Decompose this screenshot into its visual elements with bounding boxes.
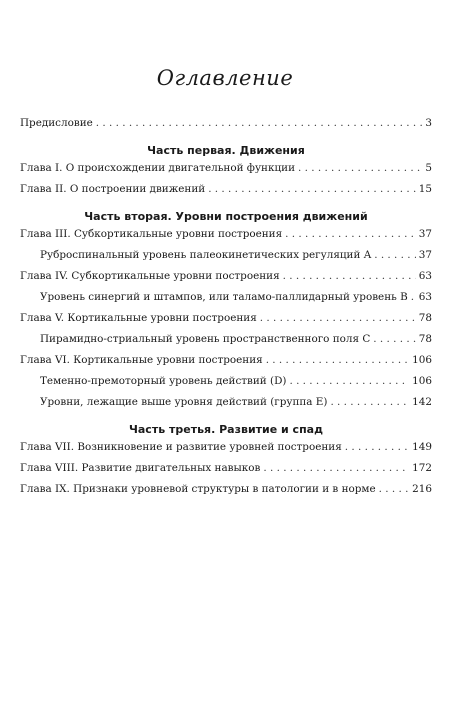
toc-entry-label: Глава IX. Признаки уровневой структуры в патологии и в норме — [20, 483, 376, 495]
toc-leader-dots — [96, 116, 423, 130]
toc-entry-label: Глава VIII. Развитие двигательных навыков — [20, 462, 261, 474]
toc-entry-label: Предисловие — [20, 117, 93, 129]
toc-entry-page: 37 — [418, 249, 432, 261]
toc-entry-page: 172 — [412, 462, 432, 474]
toc-entry-page: 15 — [418, 183, 432, 195]
toc-leader-dots — [379, 482, 410, 496]
toc-entry[interactable] — [20, 182, 432, 203]
toc-entry[interactable] — [20, 482, 432, 503]
toc-leader-dots — [283, 269, 416, 283]
toc-entry-label: Пирамидно-стриальный уровень пространственного поля C — [40, 333, 371, 345]
toc-entry[interactable] — [20, 461, 432, 482]
toc-entry-page: 78 — [418, 312, 432, 324]
toc-subentry[interactable] — [20, 332, 432, 353]
toc-leader-dots — [345, 440, 409, 454]
toc-subentry[interactable] — [20, 395, 432, 416]
toc-entry-page: 5 — [425, 162, 432, 174]
toc-entry[interactable] — [20, 311, 432, 332]
toc-entry-page: 63 — [418, 291, 432, 303]
toc-entry-page: 216 — [412, 483, 432, 495]
toc-subentry[interactable] — [20, 290, 432, 311]
toc-entry-page: 106 — [412, 375, 432, 387]
page-title: Оглавление — [156, 66, 294, 90]
toc-entry-label: Глава V. Кортикальные уровни построения — [20, 312, 257, 324]
toc-entry[interactable] — [20, 161, 432, 182]
toc-entry-label: Глава III. Субкортикальные уровни построения — [20, 228, 283, 240]
part-title: Часть первая. Движения — [147, 144, 305, 157]
part-title: Часть третья. Развитие и спад — [129, 423, 323, 436]
toc-entry[interactable] — [20, 440, 432, 461]
toc-entry-label: Глава VI. Кортикальные уровни построения — [20, 354, 263, 366]
toc-entry-label: Теменно-премоторный уровень действий (D) — [40, 375, 287, 387]
table-of-contents — [20, 116, 432, 503]
toc-leader-dots — [330, 395, 409, 409]
toc-leader-dots — [285, 227, 416, 241]
toc-entry-page: 149 — [412, 441, 432, 453]
toc-entry[interactable] — [20, 269, 432, 290]
toc-entry-label: Глава IV. Субкортикальные уровни построения — [20, 270, 280, 282]
toc-leader-dots — [298, 161, 422, 175]
toc-leader-dots — [266, 353, 409, 367]
toc-entry-page: 142 — [412, 396, 432, 408]
toc-entry[interactable] — [20, 353, 432, 374]
toc-entry-label: Уровень синергий и штампов, или таламо-паллидарный уровень B — [40, 291, 408, 303]
toc-entry-label: Уровни, лежащие выше уровня действий (группа E) — [40, 396, 328, 408]
toc-subentry[interactable] — [20, 374, 432, 395]
toc-entry-label: Глава II. О построении движений — [20, 183, 206, 195]
toc-entry-page: 37 — [418, 228, 432, 240]
toc-leader-dots — [289, 374, 409, 388]
toc-leader-dots — [208, 182, 416, 196]
toc-entry-label: Глава I. О происхождении двигательной функции — [20, 162, 296, 174]
toc-leader-dots — [411, 290, 416, 304]
toc-leader-dots — [374, 248, 416, 262]
toc-entry-label: Глава VII. Возникновение и развитие уровней построения — [20, 441, 342, 453]
toc-leader-dots — [263, 461, 409, 475]
toc-subentry[interactable] — [20, 248, 432, 269]
toc-leader-dots — [260, 311, 416, 325]
toc-entry-page: 3 — [425, 117, 432, 129]
toc-entry-preface[interactable] — [20, 116, 432, 137]
toc-entry-page: 106 — [412, 354, 432, 366]
part-title: Часть вторая. Уровни построения движений — [84, 210, 368, 223]
toc-leader-dots — [373, 332, 415, 346]
toc-entry-page: 78 — [418, 333, 432, 345]
toc-entry-label: Руброспинальный уровень палеокинетических регуляций A — [40, 249, 372, 261]
toc-entry[interactable] — [20, 227, 432, 248]
toc-entry-page: 63 — [418, 270, 432, 282]
